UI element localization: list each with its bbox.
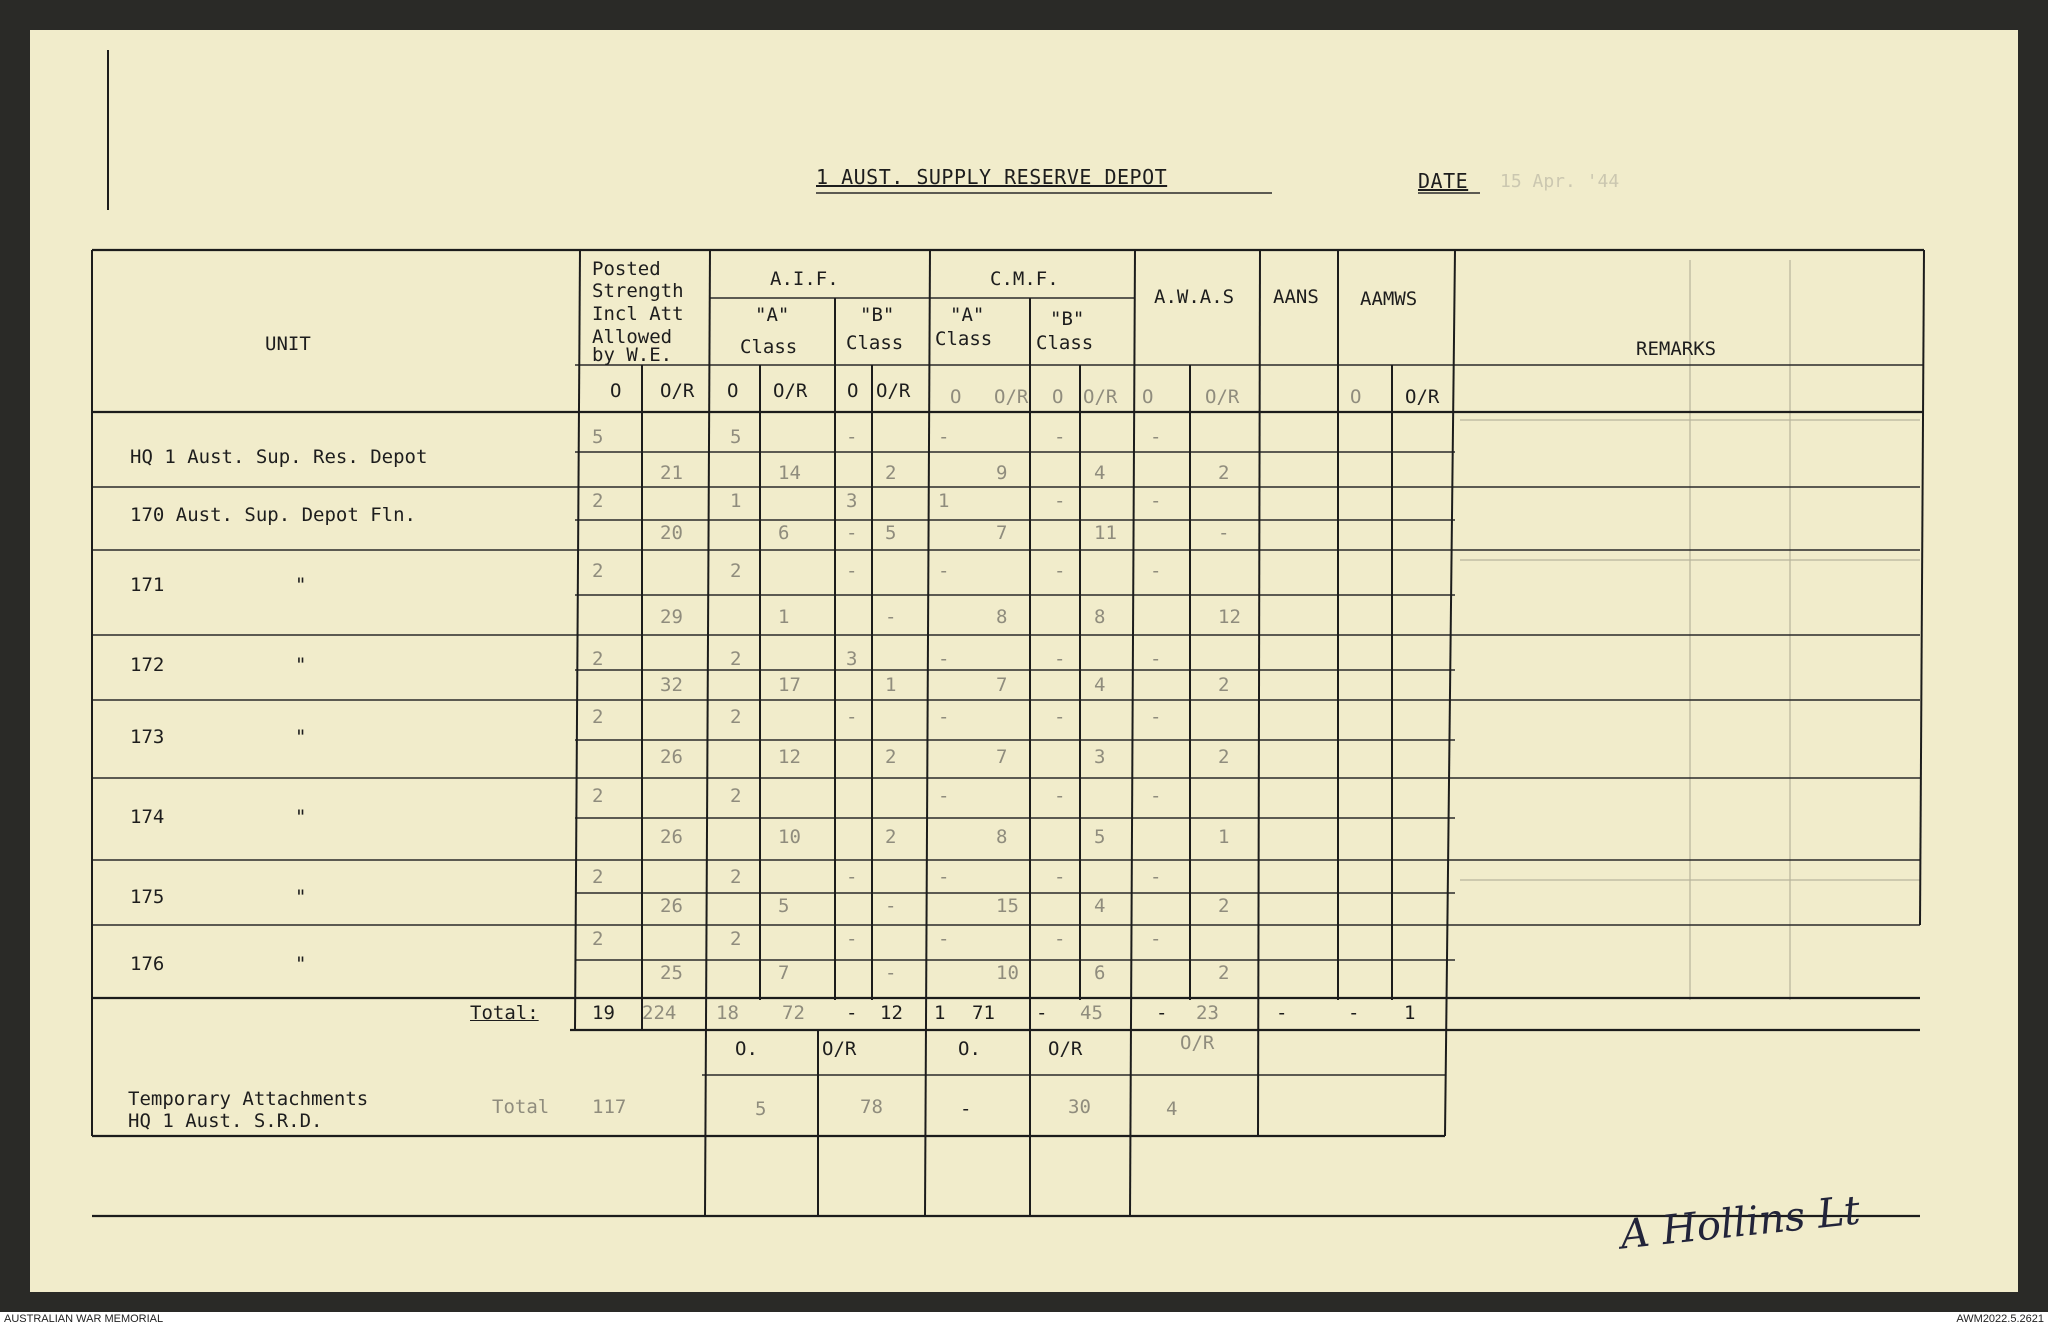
temp-value: 4 (1166, 1098, 1178, 1120)
table-cell: 12 (778, 746, 801, 768)
temp-label-1: Temporary Attachments (128, 1088, 369, 1110)
total-cell: 224 (642, 1002, 677, 1024)
sub-or: O/R (994, 386, 1029, 408)
footer-right: AWM2022.5.2621 (1956, 1313, 2044, 1325)
table-cell: 2 (730, 785, 742, 807)
row-unit-label: 172 (130, 654, 165, 676)
temp-total-value: 117 (592, 1096, 627, 1118)
table-cell: - (1150, 560, 1162, 582)
table-cell: 26 (660, 895, 683, 917)
row-ditto-mark: " (295, 953, 307, 975)
sub-o: O (1142, 386, 1154, 408)
table-cell: 4 (1094, 674, 1106, 696)
table-cell: - (938, 785, 950, 807)
total-cell: 12 (880, 1002, 903, 1024)
table-cell: - (846, 522, 858, 544)
table-cell: 10 (778, 826, 801, 848)
table-cell: 32 (660, 674, 683, 696)
bleed-through-grid (1460, 260, 1920, 1000)
header-aif-a-1: "A" (755, 304, 790, 326)
sub-o: O (1350, 386, 1362, 408)
sub-or: O/R (773, 380, 808, 402)
total-cell: 45 (1080, 1002, 1103, 1024)
row-ditto-mark: " (295, 886, 307, 908)
header-posted-1: Posted (592, 258, 661, 280)
table-cell: 11 (1094, 522, 1117, 544)
sub-or: O/R (1405, 386, 1440, 408)
row-ditto-mark: " (295, 654, 307, 676)
table-cell: 2 (592, 866, 604, 888)
table-cell: - (846, 866, 858, 888)
table-cell: 9 (996, 462, 1008, 484)
total-cell: - (1036, 1002, 1048, 1024)
table-cell: - (846, 426, 858, 448)
temp-col-or-cmf: O/R (1048, 1038, 1083, 1060)
total-cell: 1 (1404, 1002, 1416, 1024)
sub-or: O/R (876, 380, 911, 402)
footer-left: AUSTRALIAN WAR MEMORIAL (4, 1313, 164, 1325)
table-cell: 12 (1218, 606, 1241, 628)
row-unit-label: 173 (130, 726, 165, 748)
header-aamws: AAMWS (1360, 288, 1418, 310)
table-cell: - (1054, 560, 1066, 582)
row-unit-label: 175 (130, 886, 165, 908)
table-cell: - (1054, 928, 1066, 950)
page-title: 1 AUST. SUPPLY RESERVE DEPOT (816, 165, 1168, 189)
table-cell: - (1054, 866, 1066, 888)
table-cell: 2 (1218, 674, 1230, 696)
temp-value: 78 (860, 1096, 883, 1118)
header-cmf-a-2: Class (935, 328, 993, 350)
table-cell: 5 (730, 426, 742, 448)
table-cell: - (938, 706, 950, 728)
temp-col-or-aif: O/R (822, 1038, 857, 1060)
sub-or: O/R (660, 380, 695, 402)
header-cmf: C.M.F. (990, 268, 1059, 290)
table-cell: 7 (996, 746, 1008, 768)
header-cmf-b-1: "B" (1050, 308, 1085, 330)
table-cell: 5 (1094, 826, 1106, 848)
archive-footer (0, 1312, 2048, 1327)
row-ditto-mark: " (295, 574, 307, 596)
table-cell: - (1054, 648, 1066, 670)
table-cell: - (885, 606, 897, 628)
header-posted-5: by W.E. (592, 344, 673, 366)
table-cell: 2 (592, 785, 604, 807)
temp-col-o-cmf: O. (958, 1038, 981, 1060)
header-posted-4: Allowed (592, 326, 673, 348)
table-cell: 3 (846, 490, 858, 512)
sub-or: O/R (1205, 386, 1240, 408)
total-cell: - (1276, 1002, 1288, 1024)
total-cell: 72 (782, 1002, 805, 1024)
temp-total-word: Total (492, 1096, 550, 1118)
table-cell: 5 (885, 522, 897, 544)
total-cell: 18 (716, 1002, 739, 1024)
table-cell: - (1150, 785, 1162, 807)
table-cell: 2 (885, 746, 897, 768)
table-cell: - (938, 426, 950, 448)
date-value: 15 Apr. '44 (1500, 171, 1620, 192)
table-cell: 10 (996, 962, 1019, 984)
header-remarks: REMARKS (1636, 338, 1717, 360)
temp-value: - (960, 1098, 972, 1120)
table-cell: - (1054, 426, 1066, 448)
table-cell: 8 (996, 606, 1008, 628)
total-cell: - (1156, 1002, 1168, 1024)
row-ditto-mark: " (295, 806, 307, 828)
table-cell: 7 (778, 962, 790, 984)
table-cell: 25 (660, 962, 683, 984)
table-cell: - (938, 648, 950, 670)
table-cell: 2 (592, 706, 604, 728)
table-cell: - (1054, 785, 1066, 807)
table-cell: 1 (885, 674, 897, 696)
table-cell: - (1150, 866, 1162, 888)
total-cell: 19 (592, 1002, 615, 1024)
table-cell: 5 (592, 426, 604, 448)
header-posted-3: Incl Att (592, 303, 684, 325)
temp-awas-or: O/R (1180, 1032, 1215, 1054)
table-cell: 8 (1094, 606, 1106, 628)
header-posted-2: Strength (592, 280, 684, 302)
temp-value: 30 (1068, 1096, 1091, 1118)
row-unit-label: 174 (130, 806, 165, 828)
table-cell: 7 (996, 674, 1008, 696)
total-cell: 71 (972, 1002, 995, 1024)
header-aif: A.I.F. (770, 268, 839, 290)
table-cell: - (846, 928, 858, 950)
table-cell: 21 (660, 462, 683, 484)
total-cell: - (846, 1002, 858, 1024)
table-cell: - (846, 560, 858, 582)
row-ditto-mark: " (295, 726, 307, 748)
header-aif-a-2: Class (740, 336, 798, 358)
table-cell: 2 (592, 490, 604, 512)
table-cell: 2 (1218, 462, 1230, 484)
table-cell: 26 (660, 746, 683, 768)
table-cell: 2 (885, 826, 897, 848)
table-cell: 2 (730, 866, 742, 888)
table-cell: 2 (1218, 895, 1230, 917)
table-cell: - (885, 895, 897, 917)
table-cell: - (938, 928, 950, 950)
table-cell: 2 (730, 560, 742, 582)
total-label: Total: (470, 1002, 539, 1024)
sub-o: O (950, 386, 962, 408)
table-cell: - (885, 962, 897, 984)
table-cell: - (846, 706, 858, 728)
header-unit: UNIT (265, 333, 311, 355)
header-aans: AANS (1273, 286, 1319, 308)
table-cell: 14 (778, 462, 801, 484)
table-cell: 26 (660, 826, 683, 848)
table-cell: 2 (885, 462, 897, 484)
table-cell: 2 (592, 928, 604, 950)
header-aif-b-1: "B" (860, 304, 895, 326)
sub-o: O (1052, 386, 1064, 408)
table-cell: 2 (730, 706, 742, 728)
sub-o: O (610, 380, 622, 402)
table-cell: - (1054, 706, 1066, 728)
table-cell: - (938, 560, 950, 582)
row-unit-label: 176 (130, 953, 165, 975)
temp-value: 5 (755, 1098, 767, 1120)
total-cell: 1 (934, 1002, 946, 1024)
table-cell: 1 (730, 490, 742, 512)
table-cell: - (938, 866, 950, 888)
table-cell: 2 (730, 928, 742, 950)
table-cell: - (1150, 928, 1162, 950)
table-cell: 20 (660, 522, 683, 544)
table-cell: 8 (996, 826, 1008, 848)
total-cell: 23 (1196, 1002, 1219, 1024)
table-cell: 15 (996, 895, 1019, 917)
sub-o: O (727, 380, 739, 402)
table-cell: 2 (1218, 962, 1230, 984)
table-cell: 2 (730, 648, 742, 670)
table-cell: 1 (1218, 826, 1230, 848)
table-cell: 2 (1218, 746, 1230, 768)
table-cell: 17 (778, 674, 801, 696)
temp-label-2: HQ 1 Aust. S.R.D. (128, 1110, 323, 1132)
table-cell: - (1150, 706, 1162, 728)
table-cell: 3 (846, 648, 858, 670)
table-cell: - (1150, 648, 1162, 670)
table-cell: 7 (996, 522, 1008, 544)
date-label: DATE (1418, 169, 1469, 193)
table-cell: 4 (1094, 462, 1106, 484)
table-cell: 6 (778, 522, 790, 544)
header-awas: A.W.A.S (1154, 286, 1235, 308)
total-cell: - (1348, 1002, 1360, 1024)
table-cell: 6 (1094, 962, 1106, 984)
table-cell: 2 (592, 560, 604, 582)
table-cell: 2 (592, 648, 604, 670)
signature: A Hollins Lt (1618, 1187, 1863, 1259)
sub-o: O (847, 380, 859, 402)
table-cell: - (1150, 490, 1162, 512)
temp-col-o-aif: O. (735, 1038, 758, 1060)
table-cell: - (1054, 490, 1066, 512)
table-cell: - (1150, 426, 1162, 448)
row-unit-label: 171 (130, 574, 165, 596)
row-unit-label: HQ 1 Aust. Sup. Res. Depot (130, 446, 428, 468)
table-cell: 29 (660, 606, 683, 628)
header-cmf-a-1: "A" (950, 304, 985, 326)
table-cell: 4 (1094, 895, 1106, 917)
table-cell: 1 (778, 606, 790, 628)
sub-or: O/R (1083, 386, 1118, 408)
table-cell: 1 (938, 490, 950, 512)
table-cell: 3 (1094, 746, 1106, 768)
header-cmf-b-2: Class (1036, 332, 1094, 354)
row-unit-label: 170 Aust. Sup. Depot Fln. (130, 504, 416, 526)
table-cell: - (1218, 522, 1230, 544)
table-cell: 5 (778, 895, 790, 917)
header-aif-b-2: Class (846, 332, 904, 354)
